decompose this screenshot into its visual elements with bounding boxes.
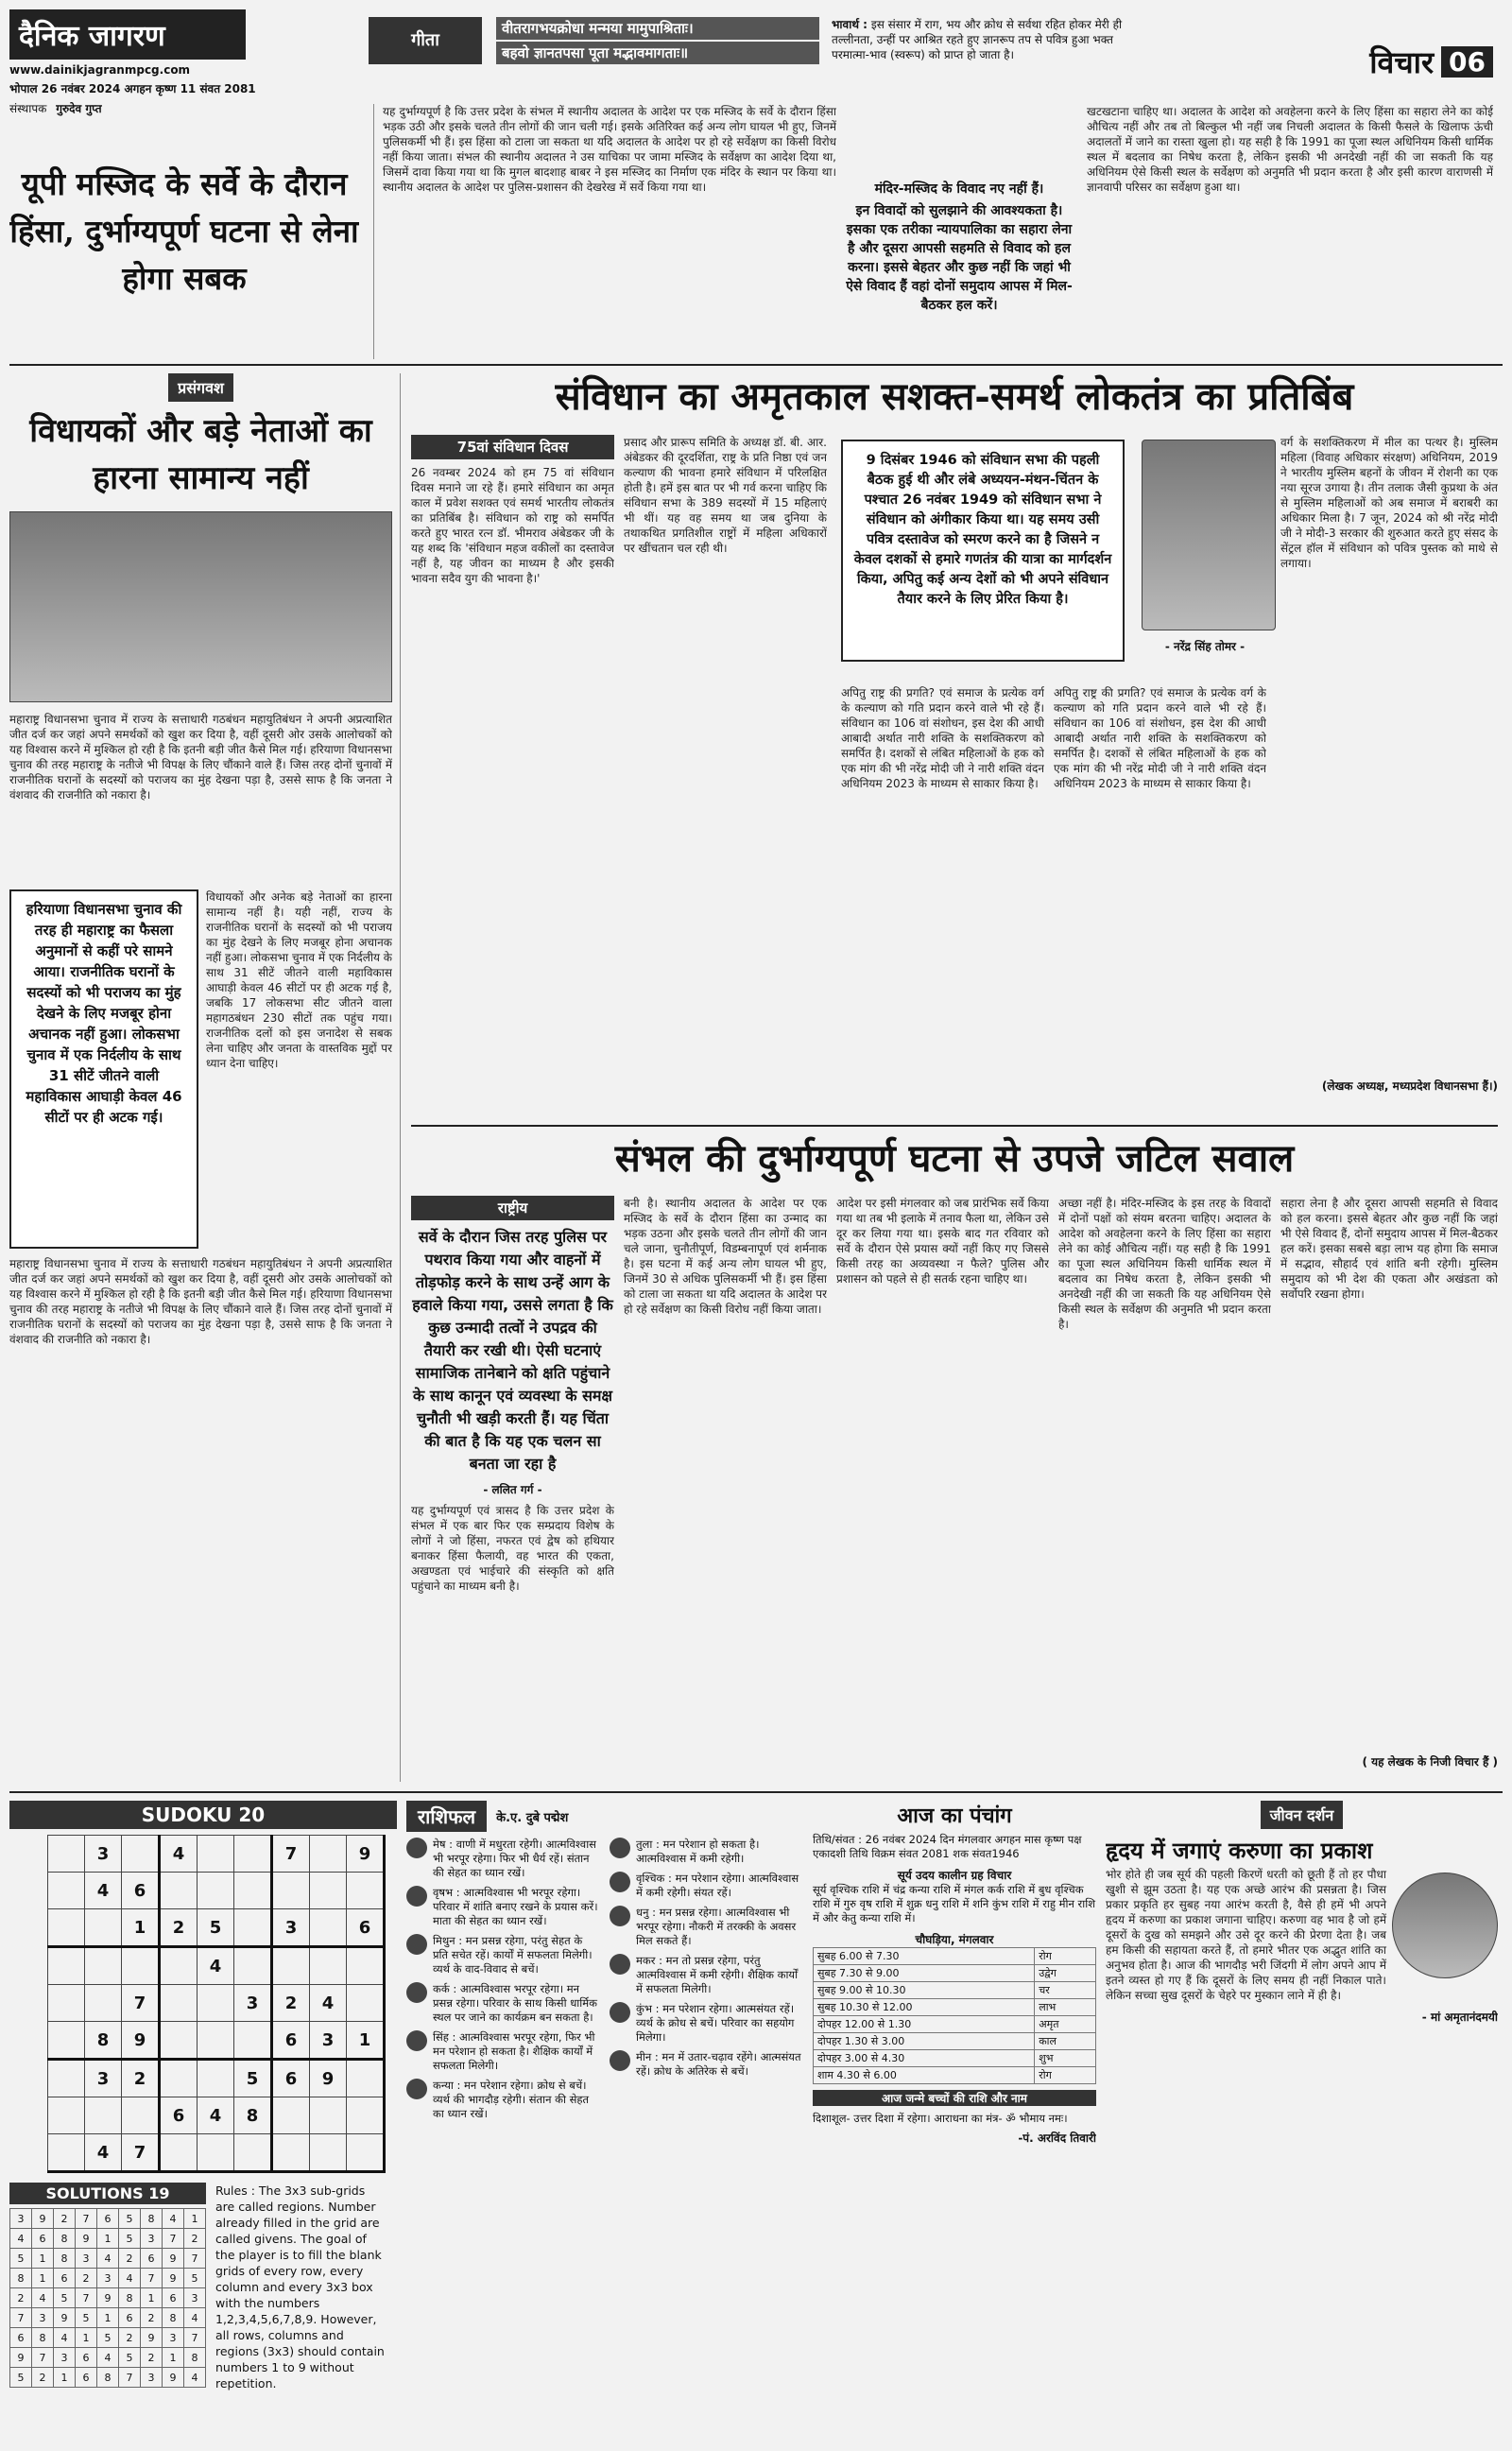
solution-cell: 9 (10, 2348, 32, 2368)
solution-cell: 6 (141, 2249, 163, 2269)
rashi-item (610, 1954, 803, 1996)
panchang-credit: -पं. अरविंद तिवारी (1018, 2132, 1096, 2145)
solution-cell: 2 (76, 2269, 97, 2288)
sudoku-cell[interactable]: 2 (160, 1909, 198, 1947)
zodiac-sign-icon (406, 2079, 427, 2099)
sudoku-grid[interactable] (47, 1835, 386, 2173)
birth-label: आज जन्मे बच्चों की राशि और नाम (813, 2090, 1096, 2106)
rashi-item (406, 1838, 600, 1880)
sudoku-cell[interactable] (160, 2060, 198, 2097)
solution-cell: 3 (76, 2249, 97, 2269)
rashi-text: मिथुन : मन प्रसन्न रहेगा, परंतु सेहत के प्रति सचेत रहें। कार्यों में सफलता मिलेगी। व्यर्थ के वाद-विवाद से बचें। (433, 1934, 593, 1976)
constitution-col-3: अपितु राष्ट्र की प्रगति? एवं समाज के प्रत्येक वर्ग के कल्याण को गति प्रदान करने वाले भी रहे हैं। संविधान का 106 वां संशोधन, इस देश की आधी आबादी अर्थात नारी शक्ति के सशक्तिकरण को समर्पित है। दशकों से लंबित महिलाओं के हक को एक मांग की भी नरेंद्र मोदी जी ने नारी शक्ति वंदन अधिनियम 2023 के माध्यम से साकार किया है। (841, 686, 1044, 790)
sudoku-cell[interactable]: 6 (272, 2022, 310, 2060)
sudoku-cell[interactable] (122, 2097, 160, 2134)
masthead (9, 9, 350, 142)
sudoku-cell[interactable]: 7 (122, 1985, 160, 2022)
rashifal-byline: के.ए. दुबे पद्मेश (496, 1810, 569, 1825)
solution-cell: 1 (97, 2229, 119, 2249)
sudoku-cell[interactable]: 1 (122, 1909, 160, 1947)
rashi-item (610, 1872, 803, 1900)
politicians-photo (9, 511, 392, 702)
constitution-col-2: प्रसाद और प्रारूप समिति के अध्यक्ष डॉ. बी. आर. अंबेडकर की दूरदर्शिता, राष्ट्र के प्रति निष्ठा एवं जन कल्याण की भावना हमारे संविधान में परिलक्षित होती है। हमें इस बात पर भी गर्व करना चाहिए कि संविधान सभा के 389 सदस्यों में 15 महिलाएं भी थीं। यह वह समय था जब दुनिया के तथाकथित प्रगतिशील राष्ट्रों में महिला अधिकारों पर खींचतान चल रही थी। (624, 436, 827, 555)
solution-cell: 2 (119, 2249, 141, 2269)
sudoku-cell[interactable]: 2 (122, 2060, 160, 2097)
solutions-title: SOLUTIONS 19 (9, 2183, 206, 2204)
sudoku-cell[interactable] (347, 2134, 385, 2172)
rashi-item (406, 2079, 600, 2121)
solution-cell: 7 (10, 2308, 32, 2328)
rashi-item (610, 1838, 803, 1866)
choghadiya-cell: दोपहर 3.00 से 4.30 (814, 2050, 1035, 2067)
choghadiya-cell: सुबह 9.00 से 10.30 (814, 1982, 1035, 1999)
solution-cell: 1 (97, 2308, 119, 2328)
zodiac-sign-icon (610, 1906, 630, 1926)
rashi-text: वृश्चिक : मन परेशान रहेगा। आत्मविश्वास में कमी रहेगी। संयत रहें। (636, 1872, 799, 1899)
solution-cell: 5 (119, 2348, 141, 2368)
sudoku-cell[interactable] (48, 1909, 85, 1947)
solution-cell: 3 (32, 2308, 54, 2328)
sudoku-cell[interactable] (272, 1947, 310, 1985)
solution-cell: 8 (54, 2229, 76, 2249)
sudoku-cell[interactable]: 6 (347, 1909, 385, 1947)
solution-cell: 9 (163, 2249, 184, 2269)
section-tag (1323, 38, 1493, 85)
prasangvash-section (9, 373, 392, 1782)
choghadiya-cell: शुभ (1035, 2050, 1096, 2067)
rashi-text: तुला : मन परेशान हो सकता है। आत्मविश्वास में कमी रहेगी। (636, 1838, 760, 1865)
zodiac-sign-icon (406, 1982, 427, 2003)
rashi-item (406, 2030, 600, 2073)
sudoku-cell[interactable] (48, 1985, 85, 2022)
sambhal-quote: सर्वे के दौरान जिस तरह पुलिस पर पथराव किया गया और वाहनों में तोड़फोड़ करने के साथ उन्हें आग के हवाले किया गया, उससे लगता है कि कुछ उन्मादी तत्वों ने उपद्रव की तैयारी कर रखी थी। ऐसी घटनाएं सामाजिक तानेबाने को क्षति पहुंचाने के साथ कानून एवं व्यवस्था के समक्ष चुनौती भी खड़ी करती हैं। यह चिंता की बात है कि यह एक चलन सा बनता जा रहा है (412, 1228, 613, 1473)
solution-cell: 7 (76, 2288, 97, 2308)
solution-cell: 1 (141, 2288, 163, 2308)
prasangvash-headline: विधायकों और बड़े नेताओं का हारना सामान्य नहीं (29, 412, 372, 497)
prasangvash-body-3: महाराष्ट्र विधानसभा चुनाव में राज्य के सत्ताधारी गठबंधन महायुतिबंधन ने अपनी अप्रत्याशित जीत दर्ज कर जहां अपने समर्थकों को खुश कर दिया है, वहीं दूसरी ओर उसके आलोचकों को यह विश्वास करने में मुश्किल हो रही है कि इतनी बड़ी जीत कैसे मिल गई। हरियाणा विधानसभा चुनाव की तरह महाराष्ट्र के नतीजे भी विपक्ष के लिए चौंकाने वाले हैं। जिस तरह दोनों चुनावों में राजनीतिक घरानों के सदस्यों को पराजय का मुंह देखना पड़ा है, उससे साफ है कि जनता ने वंशवाद की राजनीति को नकारा है। (9, 1257, 392, 1346)
sudoku-cell[interactable] (198, 1836, 234, 1873)
gita-meaning: इस संसार में राग, भय और क्रोध से सर्वथा रहित होकर मेरी ही तल्लीनता, उन्हीं पर आश्रित रहते हुए ज्ञानरूप तप से पवित्र हुआ भक्त परमात्मा-भाव (स्वरूप) को प्राप्त हो जाता है। (832, 18, 1123, 61)
solution-cell: 1 (76, 2328, 97, 2348)
sudoku-cell[interactable]: 7 (122, 2134, 160, 2172)
solution-cell: 7 (119, 2368, 141, 2388)
section-name: विचार (1369, 43, 1435, 80)
sudoku-cell[interactable] (122, 1947, 160, 1985)
editorial-headline: यूपी मस्जिद के सर्वे के दौरान हिंसा, दुर्भाग्यपूर्ण घटना से लेना होगा सबक (9, 165, 359, 297)
solution-cell: 2 (141, 2308, 163, 2328)
sudoku-cell[interactable]: 4 (160, 1836, 198, 1873)
choghadiya-cell: सुबह 10.30 से 12.00 (814, 1999, 1035, 2016)
solution-cell: 5 (54, 2288, 76, 2308)
sudoku-cell[interactable] (272, 1873, 310, 1909)
solution-cell: 3 (184, 2288, 206, 2308)
choghadiya-cell: उद्वेग (1035, 1965, 1096, 1982)
sudoku-cell[interactable]: 8 (85, 2022, 122, 2060)
constitution-col-1 (411, 435, 614, 1115)
rashi-item (406, 1934, 600, 1976)
gita-sloka-1: वीतरागभयक्रोधा मन्मया मामुपाश्रिताः। (496, 17, 819, 40)
solution-cell: 4 (10, 2229, 32, 2249)
sudoku-cell[interactable] (160, 1873, 198, 1909)
sudoku-cell[interactable] (198, 1985, 234, 2022)
panchang-sunrise: सूर्य वृश्चिक राशि में चंद्र कन्या राशि में मंगल कर्क राशि में बुध वृश्चिक राशि में गुरु वृष राशि में शुक्र धनु राशि में शनि कुंभ राशि में राहु मीन राशि में और केतु कन्या राशि में। (813, 1883, 1096, 1925)
editorial-body-2: खटखटाना चाहिए था। अदालत के आदेश को अवहेलना करने के लिए हिंसा का सहारा लेने का कोई औचित्य नहीं और तब तो बिल्कुल भी नहीं जब निचली अदालत के किसी फैसले के खिलाफ ऊंची अदालतों में जाने का रास्ता खुला हो। यह सही है कि 1991 का पूजा स्थल अधिनियम किसी धार्मिक स्थल में बदलाव का निषेध करता है, लेकिन इसकी भी अनदेखी नहीं की जा सकती कि यह अधिनियम ऐसे किसी स्थल के सर्वेक्षण को अनुमति भी प्रदान करता है और इसी कारण वाराणसी में ज्ञानवापी परिसर का सर्वेक्षण हुआ था। (1087, 105, 1493, 194)
sambhal-col-2: बनी है। स्थानीय अदालत के आदेश पर एक मस्जिद के सर्वे के दौरान हिंसा का उन्माद का भड़क उठना और इसके चलते तीन लोगों की जान चले जाना, चुनौतीपूर्ण, विडम्बनापूर्ण एवं शर्मनाक है। इस घटना में कई अन्य लोग घायल भी हुए, जिनमें 30 से अधिक पुलिसकर्मी भी हैं। इस हिंसा को टाला जा सकता था यदि अदालत के आदेश पर हो रहे सर्वेक्षण का किसी विरोध नहीं किया जाता। (624, 1197, 827, 1316)
solution-cell: 8 (119, 2288, 141, 2308)
solution-cell: 7 (141, 2269, 163, 2288)
solution-cell: 1 (163, 2348, 184, 2368)
sudoku-cell[interactable] (198, 2060, 234, 2097)
solution-cell: 9 (163, 2368, 184, 2388)
panchang-intro: तिथि/संवत : 26 नवंबर 2024 दिन मंगलवार अगहन मास कृष्ण पक्ष एकादशी तिथि विक्रम संवत 2081 शक संवत1946 (813, 1833, 1082, 1860)
panchang-section (813, 1801, 1096, 2443)
choghadiya-cell: रोग (1035, 2067, 1096, 2084)
founder-label: संस्थापक (9, 102, 47, 115)
sudoku-cell[interactable] (272, 2134, 310, 2172)
sudoku-cell[interactable] (48, 1836, 85, 1873)
solution-cell: 5 (119, 2209, 141, 2229)
masthead-logo: दैनिक जागरण (9, 9, 246, 60)
solution-cell: 7 (184, 2328, 206, 2348)
sudoku-cell[interactable]: 3 (85, 2060, 122, 2097)
constitution-headline: संविधान का अमृतकाल सशक्त-समर्थ लोकतंत्र का प्रतिबिंब (555, 374, 1354, 419)
solution-cell: 7 (184, 2249, 206, 2269)
rashi-text: मीन : मन में उतार-चढ़ाव रहेंगे। आत्मसंयत रहें। क्रोध के अतिरेक से बचें। (636, 2050, 801, 2078)
masthead-dateline: भोपाल 26 नवंबर 2024 अगहन कृष्ण 11 संवत 2081 (9, 82, 256, 95)
constitution-credit: (लेखक अध्यक्ष, मध्यप्रदेश विधानसभा हैं।) (1321, 1079, 1498, 1093)
sudoku-cell[interactable] (160, 2022, 198, 2060)
sudoku-cell[interactable]: 4 (310, 1985, 347, 2022)
sudoku-cell[interactable] (198, 1873, 234, 1909)
sudoku-cell[interactable] (85, 2097, 122, 2134)
sudoku-cell[interactable] (198, 2134, 234, 2172)
gita-box (369, 9, 1125, 85)
sudoku-cell[interactable]: 3 (272, 1909, 310, 1947)
sambhal-col-5 (1280, 1196, 1498, 1782)
solution-cell: 6 (76, 2368, 97, 2388)
solution-cell: 8 (163, 2308, 184, 2328)
sambhal-body-1: यह दुर्भाग्यपूर्ण एवं त्रासद है कि उत्तर प्रदेश के संभल में एक बार फिर एक सम्प्रदाय विशेष के लोगों ने जो हिंसा, नफरत एवं द्वेष को हथियार बनाकर हिंसा फैलायी, वह भारत की एकता, अखण्डता एवं भाईचारे की संस्कृति को क्षति पहुंचाने का माध्यम बनी है। (411, 1504, 614, 1593)
sudoku-cell[interactable] (160, 1985, 198, 2022)
constitution-quote: 9 दिसंबर 1946 को संविधान सभा की पहली बैठक हुई थी और लंबे अध्ययन-मंथन-चिंतन के पश्चात 26 नवंबर 1949 को संविधान सभा ने संविधान को अंगीकार किया था। यह समय उसी पवित्र दस्तावेज को स्मरण करने का है जिसने न केवल दशकों से हमारे गणतंत्र की यात्रा का मार्गदर्शन किया, अपितु कई अन्य देशों को भी अपने संविधान तैयार करने के लिए प्रेरित किया है। (841, 440, 1125, 662)
masthead-site[interactable]: www.dainikjagranmpcg.com (9, 63, 191, 77)
prasangvash-quote: हरियाणा विधानसभा चुनाव की तरह ही महाराष्ट्र का फैसला अनुमानों से कहीं परे सामने आया। राजनीतिक घरानों के सदस्यों को भी पराजय का मुंह देखने के लिए मजबूर होना अचानक नहीं हुआ। लोकसभा चुनाव में एक निर्दलीय के साथ 31 सीटें जीतने वाली महाविकास आघाड़ी केवल 46 सीटों पर ही अटक गई। (9, 889, 198, 1249)
sudoku-cell[interactable]: 3 (85, 1836, 122, 1873)
sambhal-col-1 (411, 1196, 614, 1782)
sudoku-cell[interactable] (347, 2060, 385, 2097)
sudoku-cell[interactable] (347, 1873, 385, 1909)
solution-cell: 6 (163, 2288, 184, 2308)
jeevan-body: भोर होते ही जब सूर्य की पहली किरणें धरती को छूती हैं तो हर पौधा खुशी से झूम उठता है। यह एक अच्छे आरंभ की प्रसन्नता है। जिस प्रकार प्रकृति हर सुबह नया आरंभ करती है, वैसे ही हमें भी अपने हृदय में करुणा का प्रकाश जगाना चाहिए। करुणा वह भाव है जो हमें दूसरों के दुख को समझने और उसे दूर करने की प्रेरणा देता है। जब हम किसी की सहायता करते हैं, तो हमारे भीतर एक अद्भुत शांति का अनुभव होता है। आज की भागदौड़ भरी जिंदगी में लोग अपने आप में इतने व्यस्त हो गए हैं कि दूसरों के लिए समय ही नहीं निकाल पाते। लेकिन सच्चा सुख दूसरों के चेहरे पर मुस्कान लाने में ही है। (1106, 1868, 1386, 2002)
solution-cell: 9 (32, 2209, 54, 2229)
sambhal-body-5: सहारा लेना है और दूसरा आपसी सहमति से विवाद को हल करना। इससे बेहतर और कुछ नहीं कि जहां भी ऐसे विवाद हैं, दोनों समुदाय आपस में मिल-बैठकर हल करें। इसका सबसे बड़ा लाभ यह होगा कि समाज में सद्भाव, सौहार्द एवं शांति बनी रहेगी। मुस्लिम समुदाय को भी देश की एकता और अखंडता को सर्वोपरि रखना होगा। (1280, 1197, 1498, 1301)
sudoku-cell[interactable]: 9 (347, 1836, 385, 1873)
sudoku-cell[interactable] (234, 1873, 272, 1909)
solution-cell: 2 (10, 2288, 32, 2308)
sudoku-title: SUDOKU 20 (9, 1801, 397, 1829)
solution-cell: 3 (163, 2328, 184, 2348)
sudoku-cell[interactable] (48, 2060, 85, 2097)
jeevan-label: जीवन दर्शन (1261, 1801, 1344, 1829)
jeevan-credit: - मां अमृतानंदमयी (1421, 2011, 1498, 2024)
author-photo (1142, 440, 1276, 630)
solution-cell: 8 (54, 2249, 76, 2269)
choghadiya-cell: अमृत (1035, 2016, 1096, 2033)
choghadiya-cell: काल (1035, 2033, 1096, 2050)
solution-cell: 6 (76, 2348, 97, 2368)
constitution-col-4: अपितु राष्ट्र की प्रगति? एवं समाज के प्रत्येक वर्ग के कल्याण को गति प्रदान करने वाले भी रहे हैं। संविधान का 106 वां संशोधन, इस देश की आधी आबादी अर्थात नारी शक्ति के सशक्तिकरण को समर्पित है। दशकों से लंबित महिलाओं के हक को एक मांग की भी नरेंद्र मोदी जी ने नारी शक्ति वंदन अधिनियम 2023 के माध्यम से साकार किया है। (1054, 686, 1266, 790)
sambhal-col-4: अच्छा नहीं है। मंदिर-मस्जिद के इस तरह के विवादों में दोनों पक्षों को संयम बरतना चाहिए। अदालत के आदेश को अवहेलना करने के लिए हिंसा का सहारा लेने का कोई औचित्य नहीं। यह सही है कि 1991 का पूजा स्थल अधिनियम किसी धार्मिक स्थल में बदलाव का निषेध करता है, लेकिन इसकी भी अनदेखी नहीं की जा सकती कि यह अधिनियम ऐसे किसी स्थल के सर्वेक्षण की अनुमति भी प्रदान करता है। (1058, 1197, 1271, 1331)
sudoku-cell[interactable]: 9 (122, 2022, 160, 2060)
pull-quote-text: इन विवादों को सुलझाने की आवश्यकता है। इसका एक तरीका न्यायपालिका का सहारा लेना है और दूसरा आपसी सहमति से विवाद को हल करना। इससे बेहतर और कुछ नहीं कि जहां भी ऐसे विवाद हैं वहां दोनों समुदाय आपस में मिल-बैठकर हल करें। (846, 203, 1073, 313)
sudoku-rules: Rules : The 3x3 sub-grids are called regions. Number already filled in the grid are called givens. The goal of the player is to fill the blank grids of every row, every column and every 3x3 box with the numbers 1,2,3,4,5,6,7,8,9. However, all rows, columns and regions (3x3) should contain numbers 1 to 9 without repetition. (215, 2183, 385, 2391)
prasangvash-label: प्रसंगवश (168, 373, 233, 402)
solution-cell: 5 (97, 2328, 119, 2348)
sudoku-cell[interactable]: 6 (272, 2060, 310, 2097)
sudoku-cell[interactable] (122, 1836, 160, 1873)
sudoku-cell[interactable]: 3 (310, 2022, 347, 2060)
solution-cell: 4 (119, 2269, 141, 2288)
sudoku-cell[interactable] (234, 1947, 272, 1985)
sudoku-cell[interactable] (48, 2134, 85, 2172)
rashi-text: सिंह : आत्मविश्वास भरपूर रहेगा, फिर भी मन परेशान हो सकता है। शैक्षिक कार्यों में सफलता मिलेगी। (433, 2030, 595, 2072)
constitution-body-1: 26 नवम्बर 2024 को हम 75 वां संविधान दिवस मनाने जा रहे हैं। हमारे संविधान का अमृत काल में प्रवेश सशक्त एवं समर्थ भारतीय लोकतंत्र का प्रतिबिंब है। संविधान को राष्ट्र को समर्पित करते हुए भारत रत्न डॉ. भीमराव अंबेडकर जी के यह शब्द कि 'संविधान महज वकीलों का दस्तावेज नहीं है, यह जीवन का माध्यम है और इसकी भावना सदैव युग की भावना है।' (411, 466, 614, 585)
solution-cell: 4 (54, 2328, 76, 2348)
solutions-grid (9, 2208, 206, 2388)
solution-cell: 1 (32, 2249, 54, 2269)
solution-cell: 3 (10, 2209, 32, 2229)
sudoku-cell[interactable] (48, 2022, 85, 2060)
sudoku-cell[interactable] (310, 1909, 347, 1947)
sudoku-cell[interactable] (310, 1873, 347, 1909)
sudoku-cell[interactable] (85, 1985, 122, 2022)
sudoku-cell[interactable] (160, 1947, 198, 1985)
jeevan-section (1106, 1801, 1498, 2443)
sudoku-cell[interactable]: 7 (272, 1836, 310, 1873)
solution-cell: 4 (97, 2348, 119, 2368)
constitution-author: - नरेंद्र सिंह तोमर - (1164, 640, 1246, 653)
solution-cell: 2 (184, 2229, 206, 2249)
rashi-text: कन्या : मन परेशान रहेगा। क्रोध से बचें। व्यर्थ की भागदौड़ रहेगी। संतान की सेहत का ध्यान रखें। (433, 2079, 590, 2120)
solution-cell: 1 (32, 2269, 54, 2288)
sudoku-cell[interactable] (347, 2097, 385, 2134)
sudoku-cell[interactable] (234, 2134, 272, 2172)
sudoku-section (9, 1801, 397, 2443)
solution-cell: 1 (54, 2368, 76, 2388)
sudoku-cell[interactable]: 4 (198, 1947, 234, 1985)
solution-cell: 9 (163, 2269, 184, 2288)
solution-cell: 4 (97, 2249, 119, 2269)
sudoku-cell[interactable] (48, 1873, 85, 1909)
solution-cell: 2 (32, 2368, 54, 2388)
solution-cell: 6 (32, 2229, 54, 2249)
sudoku-cell[interactable]: 2 (272, 1985, 310, 2022)
choghadiya-cell: सुबह 7.30 से 9.00 (814, 1965, 1035, 1982)
rashi-text: वृषभ : आत्मविश्वास भी भरपूर रहेगा। परिवार में शांति बनाए रखने के प्रयास करें। माता की सेहत का ध्यान रखें। (433, 1886, 598, 1927)
sudoku-cell[interactable]: 1 (347, 2022, 385, 2060)
sudoku-cell[interactable]: 6 (122, 1873, 160, 1909)
zodiac-sign-icon (610, 1872, 630, 1892)
solution-cell: 8 (97, 2368, 119, 2388)
choghadiya-cell: चर (1035, 1982, 1096, 1999)
solution-cell: 9 (141, 2328, 163, 2348)
sudoku-cell[interactable]: 4 (85, 1873, 122, 1909)
sudoku-cell[interactable] (48, 2097, 85, 2134)
solution-cell: 8 (141, 2209, 163, 2229)
choghadiya-cell: दोपहर 12.00 से 1.30 (814, 2016, 1035, 2033)
editorial-pull-quote (841, 180, 1077, 359)
solution-cell: 7 (163, 2229, 184, 2249)
panchang-sunrise-label: सूर्य उदय कालीन ग्रह विचार (897, 1869, 1012, 1882)
sambhal-headline: संभल की दुर्भाग्यपूर्ण घटना से उपजे जटिल सवाल (614, 1136, 1295, 1181)
sudoku-cell[interactable]: 4 (198, 2097, 234, 2134)
solution-cell: 4 (184, 2308, 206, 2328)
rashi-text: कर्क : आत्मविश्वास भरपूर रहेगा। मन प्रसन्न रहेगा। परिवार के साथ किसी धार्मिक स्थल पर जाने का कार्यक्रम बन सकता है। (433, 1982, 597, 2024)
solution-cell: 6 (54, 2269, 76, 2288)
choghadiya-cell: शाम 4.30 से 6.00 (814, 2067, 1035, 2084)
solution-cell: 6 (119, 2308, 141, 2328)
editorial-body-1: यह दुर्भाग्यपूर्ण है कि उत्तर प्रदेश के संभल में स्थानीय अदालत के आदेश पर एक मस्जिद के सर्वे के दौरान हिंसा भड़क उठी और इसके चलते तीन लोगों की जान चली गई। इसके अतिरिक्त कई अन्य लोग घायल भी हुए, जिनमें पुलिसकर्मी भी हैं। इस हिंसा को टाला जा सकता था यदि अदालत के आदेश पर हो रहे सर्वेक्षण का किसी विरोध नहीं किया जाता। संभल की स्थानीय अदालत ने उस याचिका पर जामा मस्जिद के सर्वेक्षण का आदेश दिया था, जिसमें दावा किया गया था कि मुगल बादशाह बाबर ने इस मस्जिद का निर्माण एक मंदिर के स्थान पर किया था। स्थानीय अदालत के आदेश पर पुलिस-प्रशासन की देखरेख में सर्वे किया गया था। (383, 105, 836, 194)
sambhal-col-3: आदेश पर इसी मंगलवार को जब प्रारंभिक सर्वे किया गया था तब भी इलाके में तनाव फैला था, लेकिन उसे दूर कर लिया गया था। इसके बाद गत रविवार को सर्वे के दौरान ऐसे प्रयास क्यों नहीं किए गए जिससे किसी तरह का अव्यवस्था न फैले? पुलिस और प्रशासन को पहले से ही सतर्क रहना चाहिए था। (836, 1197, 1049, 1286)
sudoku-cell[interactable]: 5 (234, 2060, 272, 2097)
sudoku-cell[interactable]: 6 (160, 2097, 198, 2134)
sudoku-cell[interactable] (347, 1947, 385, 1985)
solution-cell: 3 (97, 2269, 119, 2288)
rashi-item (610, 2002, 803, 2045)
solution-cell: 8 (10, 2269, 32, 2288)
solution-cell: 9 (54, 2308, 76, 2328)
sambhal-credit: ( यह लेखक के निजी विचार हैं ) (1362, 1755, 1498, 1769)
solution-cell: 5 (119, 2229, 141, 2249)
prasangvash-body-2: विधायकों और अनेक बड़े नेताओं का हारना सामान्य नहीं है। यही नहीं, राज्य के राजनीतिक घरानों के सदस्यों को भी पराजय का मुंह देखने के लिए मजबूर होना अचानक नहीं हुआ। लोकसभा चुनाव में एक निर्दलीय के साथ 31 सीटें जीतने वाली महाविकास आघाड़ी केवल 46 सीटों पर ही अटक गई है, जबकि 17 लोकसभा सीट जीतने वाला महागठबंधन 230 सीटों तक पहुंच गया। राजनीतिक दलों को इस जनादेश से सबक लेना चाहिए और जनता के वास्तविक मुद्दों पर ध्यान देना चाहिए। (206, 890, 392, 1070)
prasangvash-body: महाराष्ट्र विधानसभा चुनाव में राज्य के सत्ताधारी गठबंधन महायुतिबंधन ने अपनी अप्रत्याशित जीत दर्ज कर जहां अपने समर्थकों को खुश कर दिया है, वहीं दूसरी ओर उसके आलोचकों को यह विश्वास करने में मुश्किल हो रही है कि इतनी बड़ी जीत कैसे मिल गई। हरियाणा विधानसभा चुनाव की तरह महाराष्ट्र के नतीजे भी विपक्ष के लिए चौंकाने वाले हैं। जिस तरह दोनों चुनावों में राजनीतिक घरानों के सदस्यों को पराजय का मुंह देखना पड़ा है, उससे साफ है कि जनता ने वंशवाद की राजनीति को नकारा है। (9, 713, 392, 802)
rashi-item (610, 2050, 803, 2079)
rashi-item (406, 1886, 600, 1928)
solution-cell: 2 (141, 2348, 163, 2368)
solution-cell: 5 (10, 2249, 32, 2269)
jeevan-headline: हृदय में जगाएं करुणा का प्रकाश (1106, 1837, 1373, 1864)
rashi-text: मकर : मन तो प्रसन्न रहेगा, परंतु आत्मविश्वास में कमी रहेगी। शैक्षिक कार्यों में सफलता मिलेगी। (636, 1954, 799, 1995)
solution-cell: 2 (54, 2209, 76, 2229)
choghadiya-cell: लाभ (1035, 1999, 1096, 2016)
zodiac-sign-icon (406, 1838, 427, 1858)
constitution-body-4: वर्ग के सशक्तिकरण में मील का पत्थर है। मुस्लिम महिला (विवाह अधिकार संरक्षण) अधिनियम, 2019 ने भारतीय मुस्लिम बहनों के जीवन में रोशनी का एक नया सूरज उगाया है। तीन तलाक जैसी कुप्रथा के अंत से मुस्लिम महिलाओं को अब समाज में बराबरी का अधिकार मिला है। 7 जून, 2024 को श्री नरेंद्र मोदी जी ने मोदी-3 सरकार की शुरुआत करते हुए संसद के सेंट्रल हॉल में संविधान को पवित्र पुस्तक को माथे से लगाया। (1280, 436, 1498, 570)
rashifal-title: राशिफल (406, 1801, 487, 1832)
sudoku-cell[interactable] (234, 2022, 272, 2060)
choghadiya-cell: सुबह 6.00 से 7.30 (814, 1948, 1035, 1965)
rashi-text: कुंभ : मन परेशान रहेगा। आत्मसंयत रहें। व्यर्थ के क्रोध से बचें। परिवार का सहयोग मिलेगा। (636, 2002, 795, 2044)
sudoku-cell[interactable] (234, 1909, 272, 1947)
gita-meaning-label: भावार्थ : (832, 18, 868, 31)
jeevan-photo (1392, 1873, 1498, 1978)
solution-cell: 6 (10, 2328, 32, 2348)
sudoku-cell[interactable]: 5 (198, 1909, 234, 1947)
gita-sloka-2: बहवो ज्ञानतपसा पूता मद्भावमागताः॥ (496, 42, 819, 64)
zodiac-sign-icon (610, 1838, 630, 1858)
solution-cell: 7 (76, 2209, 97, 2229)
sudoku-cell[interactable]: 3 (234, 1985, 272, 2022)
page-number: 06 (1441, 46, 1493, 78)
zodiac-sign-icon (406, 1934, 427, 1955)
sudoku-cell[interactable]: 8 (234, 2097, 272, 2134)
solution-cell: 9 (76, 2229, 97, 2249)
rashi-item (610, 1906, 803, 1948)
solution-cell: 9 (97, 2288, 119, 2308)
zodiac-sign-icon (610, 2002, 630, 2023)
sudoku-cell[interactable] (85, 1909, 122, 1947)
sudoku-cell[interactable] (85, 1947, 122, 1985)
founder-name: गुरुदेव गुप्त (56, 102, 102, 115)
zodiac-sign-icon (406, 2030, 427, 2051)
gita-label: गीता (369, 17, 482, 64)
choghadiya-label: चौघड़िया, मंगलवार (915, 1933, 994, 1946)
choghadiya-table (813, 1947, 1096, 2084)
solution-cell: 8 (184, 2348, 206, 2368)
sudoku-cell[interactable] (310, 2097, 347, 2134)
choghadiya-cell: रोग (1035, 1948, 1096, 1965)
constitution-col-5 (1280, 435, 1498, 1115)
sambhal-author: - ललित गर्ग - (483, 1483, 542, 1496)
rashi-text: मेष : वाणी में मधुरता रहेगी। आत्मविश्वास भी भरपूर रहेगा। फिर भी धैर्य रहें। संतान की सेहत का ध्यान रखें। (433, 1838, 596, 1879)
solution-cell: 4 (32, 2288, 54, 2308)
choghadiya-cell: दोपहर 1.30 से 3.00 (814, 2033, 1035, 2050)
solution-cell: 4 (184, 2368, 206, 2388)
solution-cell: 5 (10, 2368, 32, 2388)
solution-cell: 1 (184, 2209, 206, 2229)
solution-cell: 8 (32, 2328, 54, 2348)
zodiac-sign-icon (610, 2050, 630, 2071)
sudoku-cell[interactable]: 9 (310, 2060, 347, 2097)
solution-cell: 6 (97, 2209, 119, 2229)
pull-quote-title: मंदिर-मस्जिद के विवाद नए नहीं हैं। (874, 181, 1044, 197)
sambhal-kicker: राष्ट्रीय (411, 1196, 614, 1220)
sudoku-cell[interactable]: 4 (85, 2134, 122, 2172)
sudoku-cell[interactable] (48, 1947, 85, 1985)
sudoku-cell[interactable] (234, 1836, 272, 1873)
sudoku-cell[interactable] (272, 2097, 310, 2134)
solution-cell: 5 (184, 2269, 206, 2288)
sudoku-cell[interactable] (310, 2134, 347, 2172)
constitution-kicker: 75वां संविधान दिवस (411, 435, 614, 459)
sudoku-cell[interactable] (347, 1985, 385, 2022)
zodiac-sign-icon (406, 1886, 427, 1907)
sudoku-cell[interactable] (160, 2134, 198, 2172)
solution-cell: 3 (54, 2348, 76, 2368)
solution-cell: 7 (32, 2348, 54, 2368)
rashifal-section (406, 1801, 803, 2443)
rashi-text: धनु : मन प्रसन्न रहेगा। आत्मविश्वास भी भरपूर रहेगा। नौकरी में तरक्की के अवसर मिल सकते हैं। (636, 1906, 797, 1947)
sudoku-cell[interactable] (310, 1836, 347, 1873)
solution-cell: 3 (141, 2229, 163, 2249)
zodiac-sign-icon (610, 1954, 630, 1975)
solution-cell: 2 (119, 2328, 141, 2348)
solution-cell: 3 (141, 2368, 163, 2388)
solution-cell: 5 (76, 2308, 97, 2328)
sudoku-cell[interactable] (198, 2022, 234, 2060)
solution-cell: 4 (163, 2209, 184, 2229)
panchang-footer: दिशाशूल- उत्तर दिशा में रहेगा। आराधना का मंत्र- ॐ भौमाय नमः। (813, 2112, 1068, 2125)
sudoku-cell[interactable] (310, 1947, 347, 1985)
rashi-item (406, 1982, 600, 2025)
constitution-quote-box (841, 440, 1276, 676)
panchang-title: आज का पंचांग (897, 1804, 1012, 1828)
